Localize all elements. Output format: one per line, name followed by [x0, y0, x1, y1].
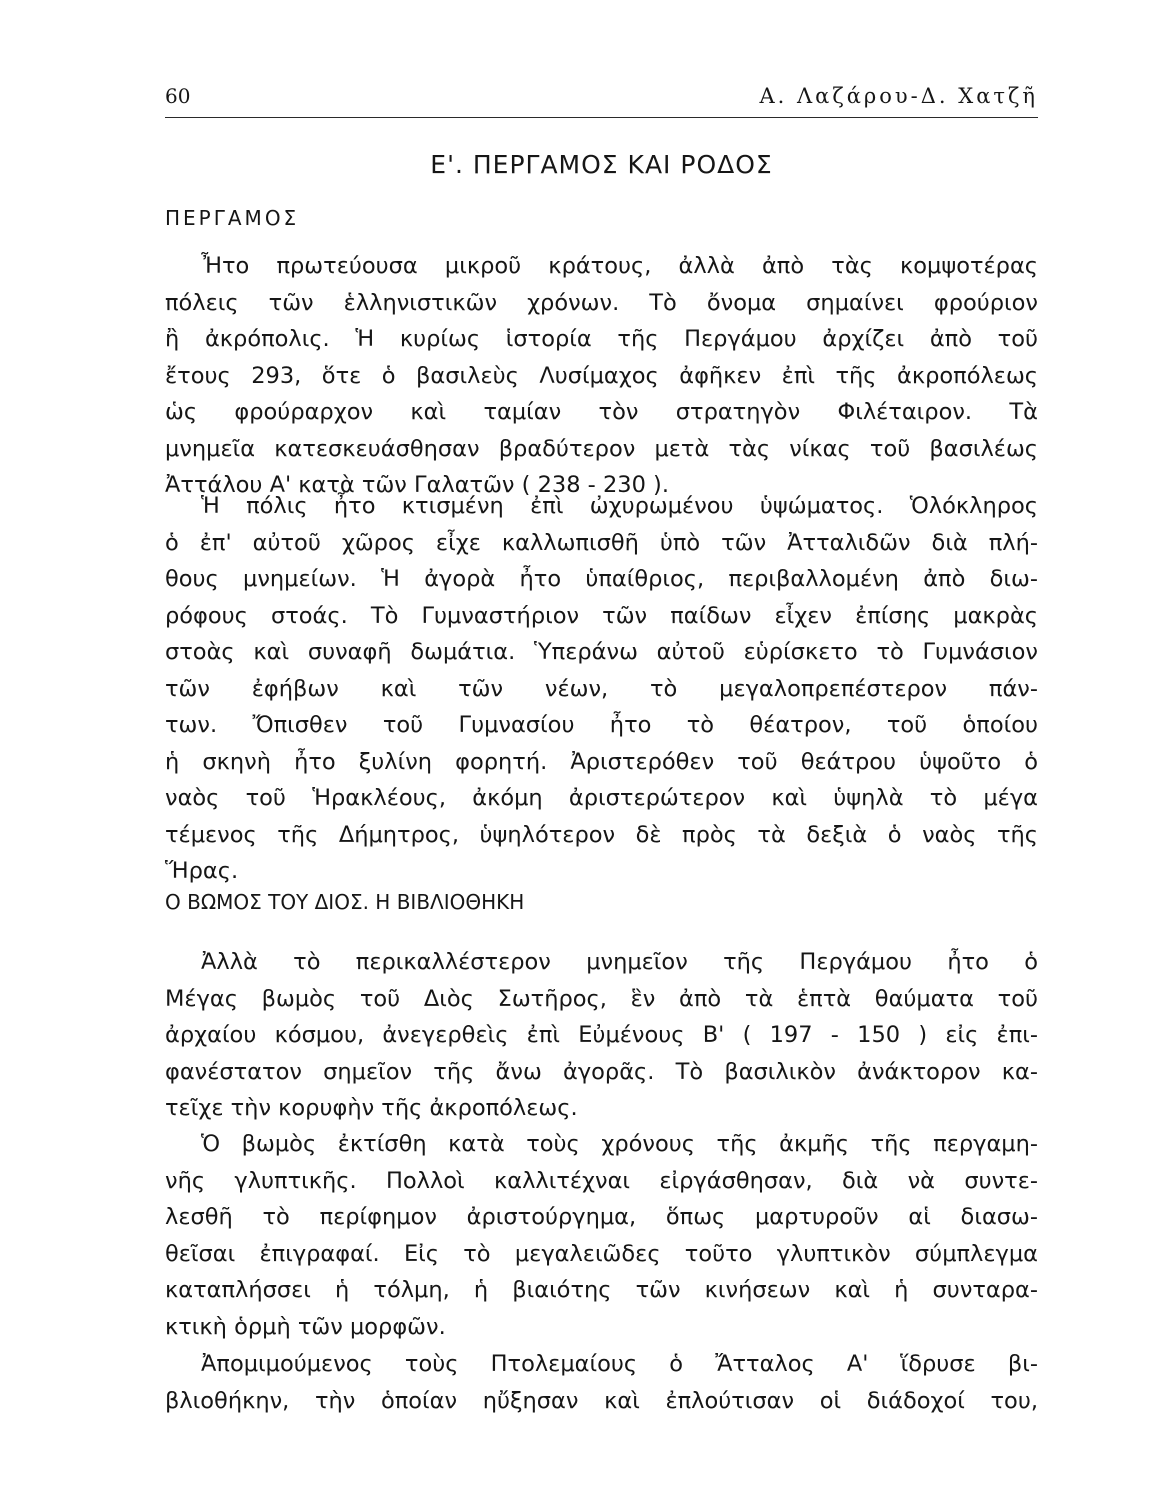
- text-line: ἡ σκηνὴ ἦτο ξυλίνη φορητή. Ἀριστερόθεν τοῦ θεάτρου ὑψοῦτο ὁ: [165, 748, 1038, 775]
- section-heading-altar-library: Ο ΒΩΜΟΣ ΤΟΥ ΔΙΟΣ. Η ΒΙΒΛΙΟΘΗΚΗ: [165, 890, 525, 914]
- text-line: Ἡ πόλις ἦτο κτισμένη ἐπὶ ὠχυρωμένου ὑψώματος. Ὁλόκληρος: [201, 493, 1038, 519]
- text-line: Ἀττάλου Α' κατὰ τῶν Γαλατῶν ( 238 - 230 ).: [165, 472, 669, 498]
- text-line: ἢ ἀκρόπολις. Ἡ κυρίως ἱστορία τῆς Περγάμου ἀρχίζει ἀπὸ τοῦ: [165, 326, 1038, 352]
- text-line: μνημεῖα κατεσκευάσθησαν βραδύτερον μετὰ τὰς νίκας τοῦ βασιλέως: [165, 435, 1038, 462]
- text-line: τέμενος τῆς Δήμητρος, ὑψηλότερον δὲ πρὸς τὰ δεξιὰ ὁ ναὸς τῆς: [165, 821, 1038, 848]
- section-heading-pergamos: ΠΕΡΓΑΜΟΣ: [165, 206, 300, 230]
- text-line: ἀρχαίου κόσμου, ἀνεγερθεὶς ἐπὶ Εὐμένους Β' ( 197 - 150 ) εἰς ἐπι-: [165, 1022, 1038, 1048]
- page-header: [165, 84, 1038, 114]
- text-line: νῆς γλυπτικῆς. Πολλοὶ καλλιτέχναι εἰργάσθησαν, διὰ νὰ συντε-: [165, 1167, 1038, 1194]
- text-line: ὡς φρούραρχον καὶ ταμίαν τὸν στρατηγὸν Φιλέταιρον. Τὰ: [165, 399, 1038, 425]
- text-line: λεσθῆ τὸ περίφημον ἀριστούργημα, ὅπως μαρτυροῦν αἱ διασω-: [165, 1204, 1038, 1230]
- paragraph: [165, 1126, 1038, 1345]
- text-line: ναὸς τοῦ Ἡρακλέους, ἀκόμη ἀριστερώτερον καὶ ὑψηλὰ τὸ μέγα: [165, 785, 1038, 811]
- text-line: ἔτους 293, ὅτε ὁ βασιλεὺς Λυσίμαχος ἀφῆκεν ἐπὶ τῆς ἀκροπόλεως: [165, 362, 1038, 389]
- paragraph: [165, 488, 1038, 890]
- chapter-title: Ε'. ΠΕΡΓΑΜΟΣ ΚΑΙ ΡΟΔΟΣ: [430, 150, 773, 179]
- text-line: Ἀπομιμούμενος τοὺς Πτολεμαίους ὁ Ἄτταλος Α' ἵδρυσε βι-: [201, 1351, 1038, 1377]
- text-line: καταπλήσσει ἡ τόλμη, ἡ βιαιότης τῶν κινήσεων καὶ ἡ συνταρα-: [165, 1277, 1038, 1303]
- text-line: Ὁ βωμὸς ἐκτίσθη κατὰ τοὺς χρόνους τῆς ἀκμῆς τῆς περγαμη-: [201, 1131, 1038, 1157]
- text-line: τῶν ἐφήβων καὶ τῶν νέων, τὸ μεγαλοπρεπέστερον πάν-: [165, 675, 1038, 702]
- paragraph: [165, 1346, 1038, 1419]
- header-rule: [165, 117, 1038, 118]
- text-line: Ἥρας.: [165, 858, 239, 884]
- text-line: των. Ὄπισθεν τοῦ Γυμνασίου ἦτο τὸ θέατρον, τοῦ ὁποίου: [165, 712, 1038, 738]
- paragraph: [165, 248, 1038, 504]
- paragraph: [165, 944, 1038, 1127]
- text-line: θους μνημείων. Ἡ ἀγορὰ ἦτο ὑπαίθριος, περιβαλλομένη ἀπὸ διω-: [165, 566, 1038, 592]
- text-line: στοὰς καὶ συναφῆ δωμάτια. Ὑπεράνω αὐτοῦ εὑρίσκετο τὸ Γυμνάσιον: [165, 639, 1038, 665]
- text-line: τεῖχε τὴν κορυφὴν τῆς ἀκροπόλεως.: [165, 1095, 578, 1121]
- text-line: Μέγας βωμὸς τοῦ Διὸς Σωτῆρος, ἓν ἀπὸ τὰ ἑπτὰ θαύματα τοῦ: [165, 985, 1038, 1012]
- text-line: πόλεις τῶν ἑλληνιστικῶν χρόνων. Τὸ ὄνομα σημαίνει φρούριον: [165, 289, 1038, 316]
- text-line: βλιοθήκην, τὴν ὁποίαν ηὔξησαν καὶ ἐπλούτισαν οἱ διάδοχοί του,: [165, 1387, 1038, 1414]
- text-line: ὁ ἐπ' αὐτοῦ χῶρος εἶχε καλλωπισθῆ ὑπὸ τῶν Ἀτταλιδῶν διὰ πλή-: [165, 529, 1038, 556]
- text-line: Ἀλλὰ τὸ περικαλλέστερον μνημεῖον τῆς Περγάμου ἦτο ὁ: [201, 949, 1038, 975]
- text-line: κτικὴ ὁρμὴ τῶν μορφῶν.: [165, 1313, 446, 1340]
- text-line: θεῖσαι ἐπιγραφαί. Εἰς τὸ μεγαλειῶδες τοῦτο γλυπτικὸν σύμπλεγμα: [165, 1240, 1038, 1267]
- page-number: 60: [165, 84, 191, 108]
- running-head: Α. Λαζάρου-Δ. Χατζῆ: [759, 84, 1038, 108]
- text-line: Ἦτο πρωτεύουσα μικροῦ κράτους, ἀλλὰ ἀπὸ τὰς κομψοτέρας: [201, 253, 1038, 279]
- text-line: ρόφους στοάς. Τὸ Γυμναστήριον τῶν παίδων εἶχεν ἐπίσης μακρὰς: [165, 602, 1038, 629]
- text-line: φανέστατον σημεῖον τῆς ἄνω ἀγορᾶς. Τὸ βασιλικὸν ἀνάκτορον κα-: [165, 1058, 1038, 1085]
